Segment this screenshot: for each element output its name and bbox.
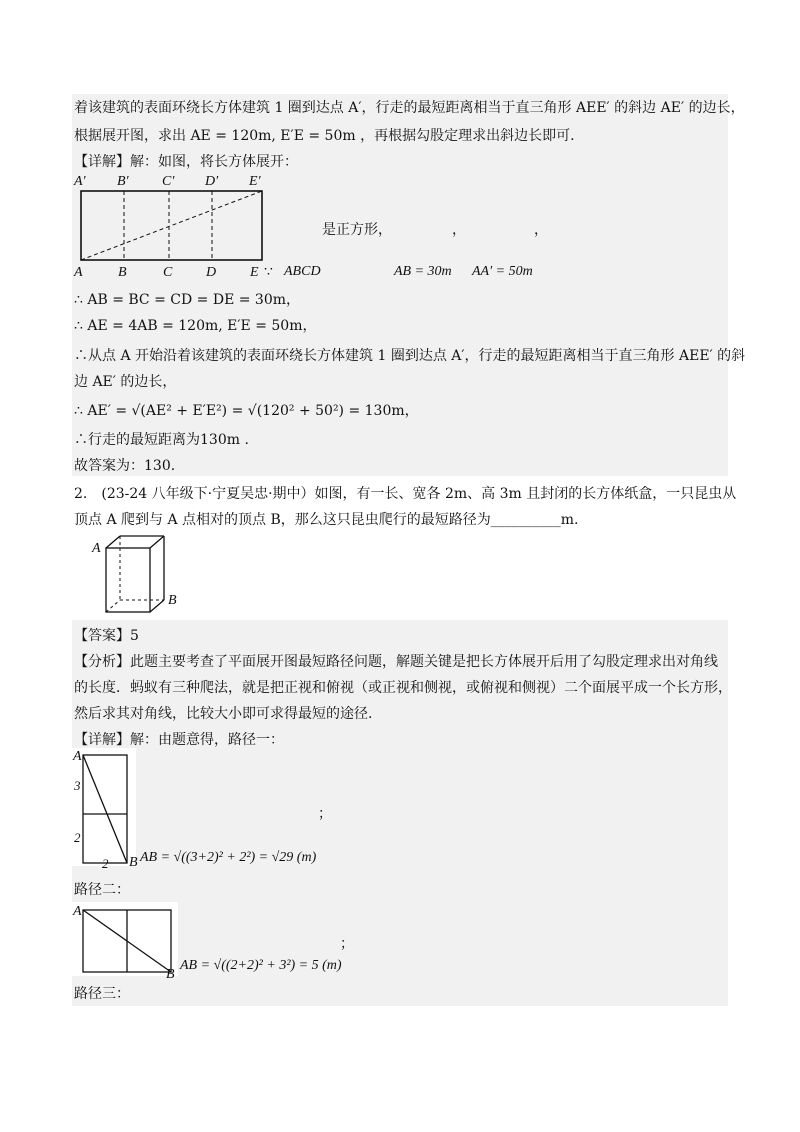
- side-comma: ，: [534, 222, 548, 238]
- text-line: 故答案为：130.: [74, 458, 176, 474]
- label-D: D: [206, 265, 217, 280]
- route1-label-3: 3: [74, 778, 81, 793]
- answer-line: 【答案】5: [74, 628, 139, 644]
- question-line: 顶点 A 爬到与 A 点相对的顶点 B，那么这只昆虫爬行的最短路径为__________m.: [74, 512, 579, 528]
- side-comma: ，: [452, 222, 466, 238]
- text-line: ∴ AE′ = √(AE² + E′E²) = √(120² + 50²) = 130m，: [74, 403, 419, 419]
- route2-label-A: A: [73, 904, 82, 919]
- label-B: B: [118, 265, 127, 280]
- unfolded-box-figure: [72, 170, 282, 280]
- detail-line: 【详解】解：由题意得，路径一：: [74, 732, 284, 748]
- label-C-prime: C′: [162, 174, 175, 189]
- route3-heading: 路径三：: [74, 986, 130, 1002]
- route1-label-bottom-2: 2: [102, 856, 109, 868]
- text-line: 着该建筑的表面环绕长方体建筑 1 圈到达点 A′，行走的最短距离相当于直三角形 AEE′ 的斜边 AE′ 的边长，: [74, 100, 745, 116]
- route1-label-B: B: [129, 855, 138, 868]
- cuboid-figure: [90, 532, 190, 616]
- side-text: 是正方形，: [322, 222, 392, 238]
- analysis-line: 然后求其对角线，比较大小即可求得最短的途径.: [74, 706, 373, 722]
- text-line: 边 AE′ 的边长，: [74, 374, 177, 390]
- box-label-B: B: [168, 593, 177, 608]
- text-line: ∴ AE = 4AB = 120m, E′E = 50m，: [74, 318, 317, 334]
- label-C: C: [163, 265, 173, 280]
- route2-figure: [72, 900, 182, 980]
- analysis-line: 的长度．蚂蚁有三种爬法，就是把正视和俯视（或正视和侧视，或俯视和侧视）二个面展平成一个长方形，: [74, 680, 732, 696]
- route1-label-A: A: [73, 749, 82, 764]
- text-line: 根据展开图，求出 AE = 120m, E′E = 50m ，再根据勾股定理求出斜边长即可.: [74, 128, 575, 144]
- text-line: ∴行走的最短距离为130m .: [74, 432, 249, 448]
- route2-label-B: B: [166, 967, 175, 980]
- route1-semicolon: ；: [318, 806, 332, 822]
- text-line: ∴从点 A 开始沿着该建筑的表面环绕长方体建筑 1 圈到达点 A′，行走的最短距离相当于直三角形 AEE′ 的斜: [74, 348, 746, 364]
- label-E: E: [250, 265, 259, 280]
- label-B-prime: B′: [117, 174, 129, 189]
- label-D-prime: D′: [205, 174, 219, 189]
- text-line: ∴ AB = BC = CD = DE = 30m，: [74, 292, 301, 308]
- route1-equation: AB = √((3+2)² + 2²) = √29 (m): [140, 850, 317, 865]
- label-E-prime: E′: [249, 174, 261, 189]
- box-label-A: A: [92, 541, 101, 556]
- label-A: A: [74, 265, 83, 280]
- ab-length: AB = 30m: [394, 264, 452, 279]
- route2-heading: 路径二：: [74, 882, 130, 898]
- text-line: 【详解】解：如图，将长方体展开：: [74, 154, 298, 170]
- because-symbol: ∵: [264, 264, 273, 280]
- question-line: 2. (23-24 八年级下·宁夏吴忠·期中）如图，有一长、宽各 2m、高 3m 且封闭的长方体纸盒，一只昆虫从: [74, 486, 737, 502]
- route1-label-2: 2: [74, 830, 81, 845]
- route2-equation: AB = √((2+2)² + 3²) = 5 (m): [180, 958, 342, 973]
- aa-length: AA′ = 50m: [472, 264, 533, 279]
- label-A-prime: A′: [74, 174, 86, 189]
- analysis-line: 【分析】此题主要考查了平面展开图最短路径问题，解题关键是把长方体展开后用了勾股定理求出对角线: [74, 654, 718, 670]
- abcd-label: ABCD: [284, 264, 321, 279]
- route2-semicolon: ；: [340, 936, 354, 952]
